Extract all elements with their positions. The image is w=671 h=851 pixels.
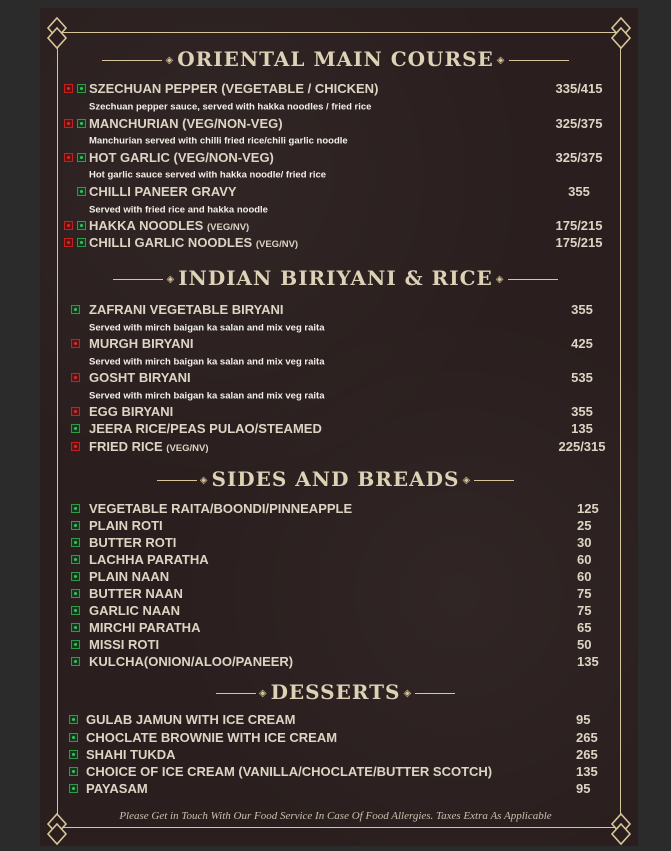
menu-item-price: 75 <box>577 603 592 618</box>
menu-item-price: 355 <box>571 404 593 419</box>
menu-item-row[interactable] <box>0 404 671 420</box>
menu-item-name <box>89 336 194 352</box>
menu-item-row[interactable] <box>0 501 671 517</box>
item-name-text: CHOCLATE BROWNIE WITH ICE CREAM <box>86 730 338 745</box>
veg-indicator-icon <box>71 424 80 433</box>
heading-rule-right <box>474 480 514 482</box>
menu-item-name <box>89 637 159 653</box>
item-diet-tag: (VEG/NV) <box>206 222 250 233</box>
menu-item-row[interactable] <box>0 620 671 636</box>
heading-rule-left <box>102 60 162 62</box>
menu-item-row[interactable] <box>0 439 671 455</box>
menu-item-description: Served with mirch baigan ka salan and mix veg raita <box>89 322 325 334</box>
menu-item-name <box>89 552 209 568</box>
menu-item-name <box>86 747 176 763</box>
menu-item-name <box>86 730 337 746</box>
item-name-text: HAKKA NOODLES <box>89 218 204 233</box>
item-name-text: GOSHT BIRYANI <box>89 370 191 385</box>
menu-item-price: 30 <box>577 535 592 550</box>
menu-item-row[interactable] <box>0 336 671 352</box>
menu-item-name <box>89 302 284 318</box>
menu-item-description: Served with mirch baigan ka salan and mix veg raita <box>89 356 325 368</box>
menu-item-name <box>89 620 200 636</box>
menu-item-row[interactable] <box>0 552 671 568</box>
veg-indicator-icon <box>69 750 78 759</box>
menu-item-row[interactable] <box>0 150 671 166</box>
menu-item-name <box>89 654 293 670</box>
veg-indicator-icon <box>71 305 80 314</box>
heading-rule-right <box>509 60 569 62</box>
menu-item-row[interactable] <box>0 81 671 97</box>
item-name-text: SZECHUAN PEPPER (VEGETABLE / CHICKEN) <box>89 81 379 96</box>
veg-indicator-icon <box>69 733 78 742</box>
non-veg-indicator-icon <box>64 119 73 128</box>
item-name-text: FRIED RICE <box>89 439 163 454</box>
menu-item-price: 265 <box>576 747 598 762</box>
section-heading <box>0 47 671 71</box>
menu-item-description: Served with fried rice and hakka noodle <box>89 204 268 216</box>
section-heading <box>0 467 671 491</box>
menu-item-price: 135 <box>576 764 598 779</box>
corner-ornament-icon <box>610 16 632 50</box>
veg-indicator-icon <box>71 555 80 564</box>
heading-rule-left <box>216 693 256 695</box>
item-diet-tag: (VEG/NV) <box>255 239 299 250</box>
menu-item-name <box>89 218 249 236</box>
item-name-text: EGG BIRYANI <box>89 404 174 419</box>
menu-item-price: 60 <box>577 552 592 567</box>
menu-item-price: 175/215 <box>555 218 603 233</box>
diamond-ornament-icon: ◈ <box>495 274 505 285</box>
item-name-text: GULAB JAMUN WITH ICE CREAM <box>86 712 296 727</box>
menu-item-row[interactable] <box>0 712 671 728</box>
item-name-text: PLAIN NAAN <box>89 569 170 584</box>
item-name-text: MISSI ROTI <box>89 637 160 652</box>
menu-item-row[interactable] <box>0 184 671 200</box>
menu-item-name <box>89 370 191 386</box>
menu-item-row[interactable] <box>0 235 671 251</box>
menu-item-price: 325/375 <box>555 150 603 165</box>
menu-item-name <box>89 518 163 534</box>
item-name-text: BUTTER NAAN <box>89 586 183 601</box>
veg-indicator-icon <box>71 504 80 513</box>
veg-indicator-icon <box>77 153 86 162</box>
veg-indicator-icon <box>71 657 80 666</box>
item-name-text: BUTTER ROTI <box>89 535 177 550</box>
item-name-text: MURGH BIRYANI <box>89 336 194 351</box>
diamond-ornament-icon: ◈ <box>496 55 506 66</box>
item-name-text: KULCHA(ONION/ALOO/PANEER) <box>89 654 294 669</box>
menu-item-row[interactable] <box>0 535 671 551</box>
veg-indicator-icon <box>71 589 80 598</box>
menu-item-price: 325/375 <box>555 116 603 131</box>
menu-item-name <box>89 586 183 602</box>
menu-item-name <box>89 150 274 166</box>
non-veg-indicator-icon <box>64 153 73 162</box>
veg-indicator-icon <box>69 784 78 793</box>
veg-indicator-icon <box>77 187 86 196</box>
veg-indicator-icon <box>71 538 80 547</box>
heading-rule-right <box>508 279 558 281</box>
item-name-text: GARLIC NAAN <box>89 603 180 618</box>
menu-item-name <box>89 569 169 585</box>
heading-rule-right <box>415 693 455 695</box>
diamond-ornament-icon: ◈ <box>199 475 209 486</box>
item-name-text: LACHHA PARATHA <box>89 552 209 567</box>
menu-item-description: Szechuan pepper sauce, served with hakka noodles / fried rice <box>89 101 372 113</box>
veg-indicator-icon <box>77 238 86 247</box>
item-name-text: MANCHURIAN (VEG/NON-VEG) <box>89 116 283 131</box>
item-name-text: SHAHI TUKDA <box>86 747 176 762</box>
menu-item-name <box>89 404 173 420</box>
menu-item-price: 355 <box>571 302 593 317</box>
menu-item-row[interactable] <box>0 654 671 670</box>
menu-item-name <box>89 501 352 517</box>
diamond-ornament-icon: ◈ <box>165 55 175 66</box>
non-veg-indicator-icon <box>71 442 80 451</box>
item-diet-tag: (VEG/NV) <box>166 443 209 454</box>
menu-item-price: 425 <box>571 336 593 351</box>
menu-item-description: Hot garlic sauce served with hakka noodle/ fried rice <box>89 169 327 181</box>
veg-indicator-icon <box>71 623 80 632</box>
diamond-ornament-icon: ◈ <box>258 688 268 699</box>
veg-indicator-icon <box>71 640 80 649</box>
menu-item-row[interactable] <box>0 518 671 534</box>
diamond-ornament-icon: ◈ <box>166 274 176 285</box>
veg-indicator-icon <box>77 221 86 230</box>
section-title: DESSERTS <box>270 680 401 704</box>
non-veg-indicator-icon <box>64 84 73 93</box>
non-veg-indicator-icon <box>71 407 80 416</box>
menu-item-description: Manchurian served with chilli fried rice/chili garlic noodle <box>89 135 348 147</box>
menu-item-row[interactable] <box>0 218 671 234</box>
menu-item-row[interactable] <box>0 569 671 585</box>
item-name-text: JEERA RICE/PEAS PULAO/STEAMED <box>89 421 322 436</box>
menu-item-price: 225/315 <box>558 439 606 454</box>
non-veg-indicator-icon <box>71 339 80 348</box>
item-name-text: PAYASAM <box>86 781 148 796</box>
menu-item-price: 355 <box>568 184 590 199</box>
menu-item-row[interactable] <box>0 302 671 318</box>
menu-item-name <box>89 184 237 200</box>
menu-item-row[interactable] <box>0 370 671 386</box>
item-name-text: ZAFRANI VEGETABLE BIRYANI <box>89 302 284 317</box>
item-name-text: CHOICE OF ICE CREAM (VANILLA/CHOCLATE/BUTTER SCOTCH) <box>86 764 493 779</box>
non-veg-indicator-icon <box>71 373 80 382</box>
menu-item-name <box>89 603 180 619</box>
heading-rule-left <box>157 480 197 482</box>
menu-item-price: 95 <box>576 781 591 796</box>
menu-item-row[interactable] <box>0 603 671 619</box>
menu-item-price: 175/215 <box>555 235 603 250</box>
menu-item-price: 25 <box>577 518 592 533</box>
section-heading <box>0 680 671 704</box>
menu-item-price: 75 <box>577 586 592 601</box>
menu-item-row[interactable] <box>0 764 671 780</box>
menu-item-name <box>89 439 209 457</box>
menu-item-row[interactable] <box>0 781 671 797</box>
diamond-ornament-icon: ◈ <box>403 688 413 699</box>
menu-item-name <box>89 235 298 253</box>
veg-indicator-icon <box>69 767 78 776</box>
section-title: INDIAN BIRIYANI & RICE <box>178 266 493 290</box>
allergy-footer-note: Please Get in Touch With Our Food Service In Case Of Food Allergies. Taxes Extra As Applicable <box>119 810 552 822</box>
corner-ornament-icon <box>46 16 68 50</box>
menu-item-price: 265 <box>576 730 598 745</box>
veg-indicator-icon <box>77 84 86 93</box>
menu-item-row[interactable] <box>0 421 671 437</box>
menu-item-price: 135 <box>571 421 593 436</box>
menu-item-description: Served with mirch baigan ka salan and mix veg raita <box>89 390 325 402</box>
menu-item-row[interactable] <box>0 586 671 602</box>
menu-item-price: 95 <box>576 712 591 727</box>
heading-rule-left <box>113 279 163 281</box>
menu-item-row[interactable] <box>0 747 671 763</box>
veg-indicator-icon <box>71 572 80 581</box>
menu-item-price: 335/415 <box>555 81 603 96</box>
item-name-text: MIRCHI PARATHA <box>89 620 201 635</box>
non-veg-indicator-icon <box>64 221 73 230</box>
item-name-text: PLAIN ROTI <box>89 518 163 533</box>
menu-item-name <box>86 764 492 780</box>
veg-indicator-icon <box>71 606 80 615</box>
veg-indicator-icon <box>71 521 80 530</box>
section-title: SIDES AND BREADS <box>211 467 460 491</box>
menu-item-row[interactable] <box>0 730 671 746</box>
menu-item-row[interactable] <box>0 637 671 653</box>
item-name-text: HOT GARLIC (VEG/NON-VEG) <box>89 150 274 165</box>
menu-item-price: 50 <box>577 637 592 652</box>
menu-item-name <box>89 535 176 551</box>
section-heading <box>0 266 671 290</box>
menu-item-name <box>89 116 283 132</box>
section-title: ORIENTAL MAIN COURSE <box>177 47 494 71</box>
diamond-ornament-icon: ◈ <box>462 475 472 486</box>
item-name-text: CHILLI PANEER GRAVY <box>89 184 237 199</box>
menu-item-row[interactable] <box>0 116 671 132</box>
menu-item-name <box>86 712 295 728</box>
menu-item-price: 125 <box>577 501 599 516</box>
item-name-text: CHILLI GARLIC NOODLES <box>89 235 253 250</box>
menu-item-name <box>89 421 322 437</box>
menu-item-price: 535 <box>571 370 593 385</box>
menu-item-price: 65 <box>577 620 592 635</box>
veg-indicator-icon <box>69 715 78 724</box>
menu-item-price: 135 <box>577 654 599 669</box>
menu-item-name <box>86 781 148 797</box>
veg-indicator-icon <box>77 119 86 128</box>
menu-item-price: 60 <box>577 569 592 584</box>
item-name-text: VEGETABLE RAITA/BOONDI/PINNEAPPLE <box>89 501 353 516</box>
non-veg-indicator-icon <box>64 238 73 247</box>
menu-item-name <box>89 81 378 97</box>
